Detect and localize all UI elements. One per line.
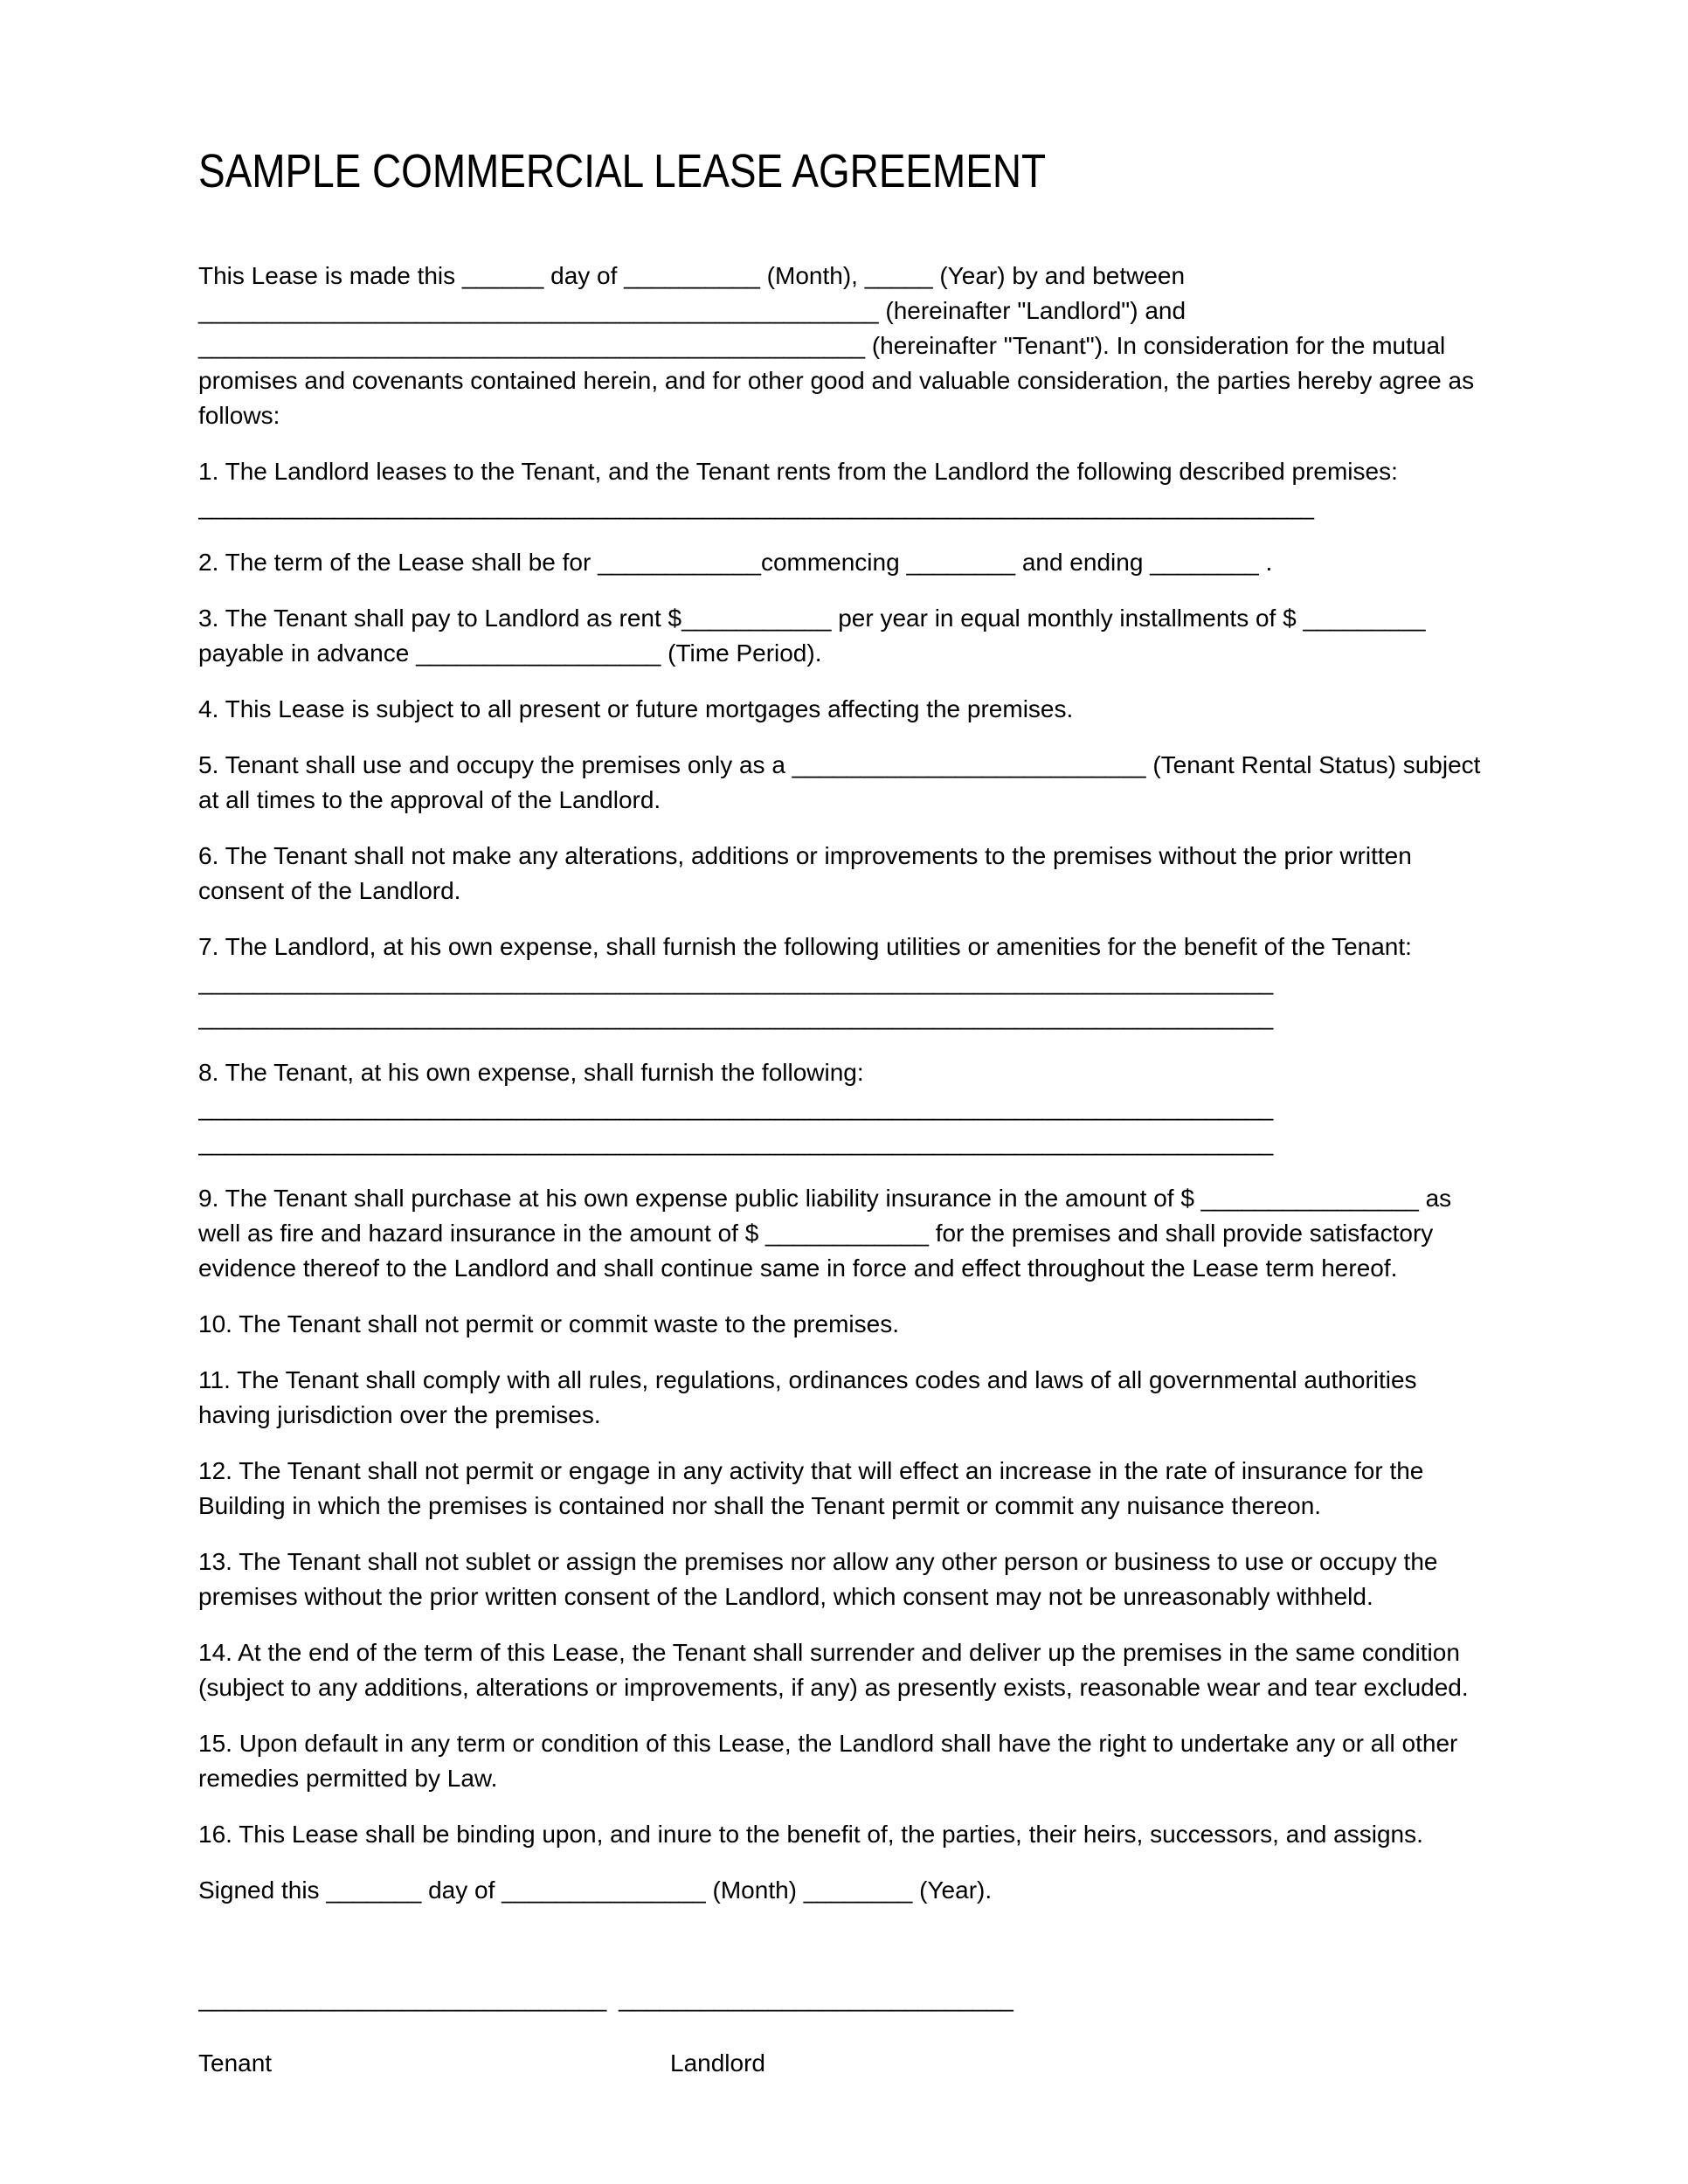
utilities-blank-line-1: _______________________________________________________________________________	[198, 968, 1274, 995]
intro-paragraph: This Lease is made this ______ day of __________ (Month), _____ (Year) by and between __________________________________________________ (hereinafter "Landlord") and _________________________________________________ (hereinafter "Tenant"). In consideration for the mutual promises and covenants contained herein, and for other good and valuable consideration, the parties hereby agree as follows:	[198, 262, 1475, 429]
clause-9: 9. The Tenant shall purchase at his own expense public liability insurance in the amount of $ ________________ as well as fire and hazard insurance in the amount of $ ____________ for the premises and shall provide satisfactory evidence thereof to the Landlord and shall continue same in force and effect throughout the Lease term hereof.	[198, 1185, 1452, 1282]
clause-16: 16. This Lease shall be binding upon, and inure to the benefit of, the parties, their heirs, successors, and assigns.	[198, 1821, 1423, 1848]
clause-11: 11. The Tenant shall comply with all rules, regulations, ordinances codes and laws of all governmental authorities having jurisdiction over the premises.	[198, 1366, 1417, 1428]
signature-labels	[198, 2046, 1490, 2081]
tenant-furnish-blank-line-2: _______________________________________________________________________________	[198, 1129, 1274, 1156]
clause-4: 4. This Lease is subject to all present or future mortgages affecting the premises.	[198, 695, 1074, 722]
premises-blank-line: __________________________________________________________________________________	[198, 493, 1314, 520]
document-title: SAMPLE COMMERCIAL LEASE AGREEMENT	[198, 145, 1047, 197]
clause-3: 3. The Tenant shall pay to Landlord as rent $___________ per year in equal monthly installments of $ _________ payable in advance __________________ (Time Period).	[198, 605, 1426, 667]
clause-13: 13. The Tenant shall not sublet or assign the premises nor allow any other person or business to use or occupy the premises without the prior written consent of the Landlord, which consent may not be unreasonably withheld.	[198, 1548, 1438, 1610]
clause-1: 1. The Landlord leases to the Tenant, and the Tenant rents from the Landlord the following described premises:	[198, 458, 1398, 485]
tenant-label: Tenant	[198, 2049, 273, 2077]
clause-8: 8. The Tenant, at his own expense, shall furnish the following:	[198, 1059, 864, 1086]
tenant-furnish-blank-line-1: _______________________________________________________________________________	[198, 1094, 1274, 1121]
clause-15: 15. Upon default in any term or condition of this Lease, the Landlord shall have the right to undertake any or all other remedies permitted by Law.	[198, 1730, 1458, 1792]
clause-12: 12. The Tenant shall not permit or engage in any activity that will effect an increase in the rate of insurance for the Building in which the premises is contained nor shall the Tenant permit or commit any nuisance thereon.	[198, 1457, 1424, 1519]
signed-date-line: Signed this _______ day of _______________ (Month) ________ (Year).	[198, 1876, 993, 1904]
clause-6: 6. The Tenant shall not make any alterations, additions or improvements to the premises without the prior written consent of the Landlord.	[198, 842, 1412, 904]
landlord-signature-line: _____________________________	[619, 1985, 1013, 2012]
signature-lines	[198, 1981, 1490, 2016]
clause-7: 7. The Landlord, at his own expense, shall furnish the following utilities or amenities for the benefit of the Tenant:	[198, 933, 1412, 960]
clause-2: 2. The term of the Lease shall be for ____________commencing ________ and ending ________ .	[198, 549, 1273, 576]
clause-10: 10. The Tenant shall not permit or commit waste to the premises.	[198, 1310, 900, 1337]
clause-14: 14. At the end of the term of this Lease, the Tenant shall surrender and deliver up the premises in the same condition (subject to any additions, alterations or improvements, if any) as presently exists, reasonable wear and tear excluded.	[198, 1639, 1469, 1701]
clause-5: 5. Tenant shall use and occupy the premises only as a __________________________ (Tenant Rental Status) subject at all times to the approval of the Landlord.	[198, 751, 1481, 813]
utilities-blank-line-2: _______________________________________________________________________________	[198, 1003, 1274, 1030]
tenant-signature-line: ______________________________	[198, 1985, 607, 2012]
landlord-label: Landlord	[670, 2049, 765, 2077]
